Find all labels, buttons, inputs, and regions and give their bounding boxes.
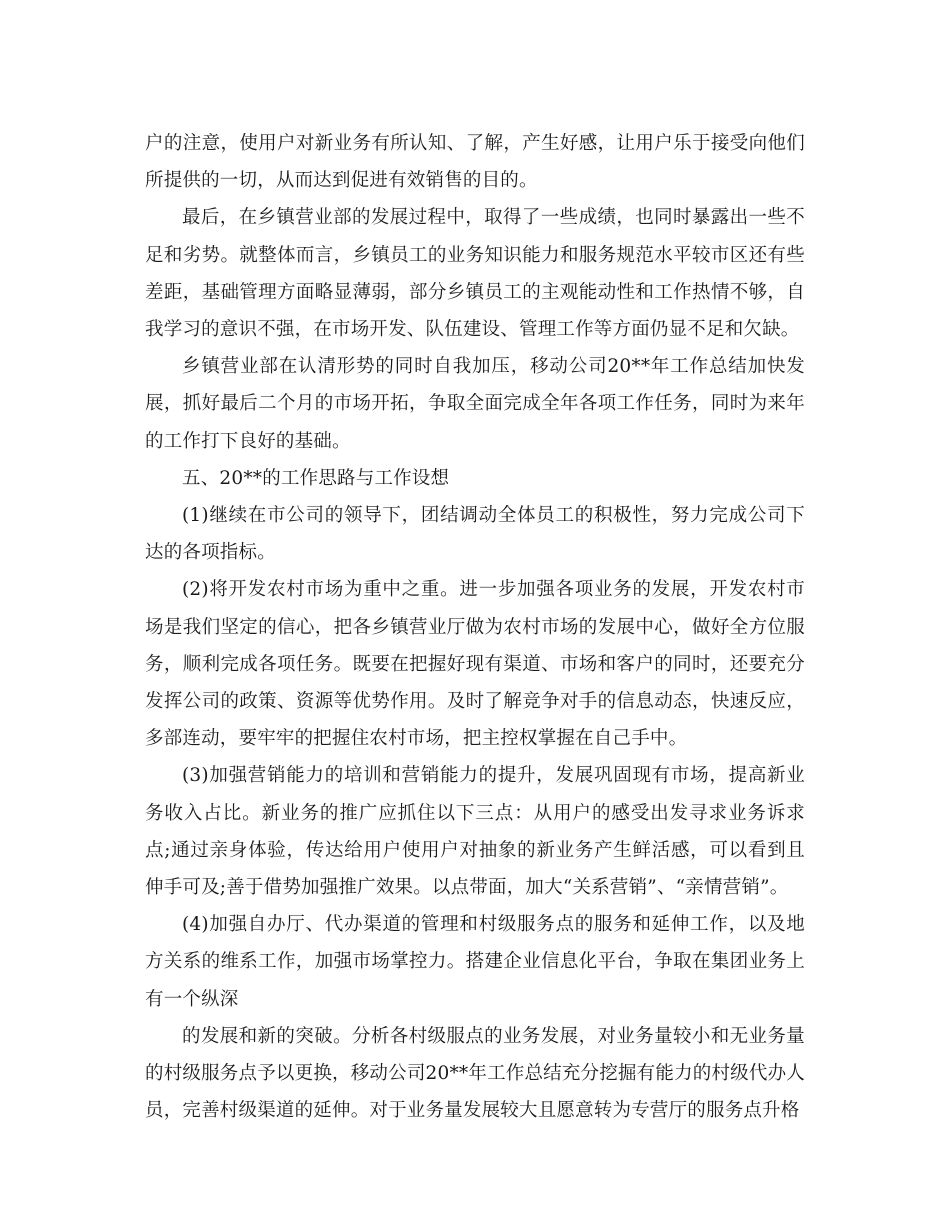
paragraph-1: 户的注意，使用户对新业务有所认知、了解，产生好感，让用户乐于接受向他们所提供的一切，从而达到促进有效销售的目的。 bbox=[145, 133, 805, 192]
section-heading: 五、20**的工作思路与工作设想 bbox=[182, 467, 450, 489]
document-body bbox=[145, 125, 805, 1129]
paragraph-item-2: (2)将开发农村市场为重中之重。进一步加强各项业务的发展，开发农村市场是我们坚定的信心，把各乡镇营业厅做为农村市场的发展中心，做好全方位服务，顺利完成各项任务。既要在把握好现有渠道、市场和客户的同时，还要充分发挥公司的政策、资源等优势作用。及时了解竞争对手的信息动态，快速反应，多部连动，要牢牢的把握住农村市场，把主控权掌握在自己手中。 bbox=[145, 579, 805, 750]
paragraph-item-3: (3)加强营销能力的培训和营销能力的提升，发展巩固现有市场，提高新业务收入占比。新业务的推广应抓住以下三点：从用户的感受出发寻求业务诉求点;通过亲身体验，传达给用户使用户对抽象的新业务产生鲜活感，可以看到且伸手可及;善于借势加强推广效果。以点带面，加大“关系营销”、“亲情营销”。 bbox=[145, 765, 805, 899]
paragraph-3: 乡镇营业部在认清形势的同时自我加压，移动公司20**年工作总结加快发展，抓好最后二个月的市场开拓，争取全面完成全年各项工作任务，同时为来年的工作打下良好的基础。 bbox=[145, 356, 805, 452]
paragraph-continuation: 的发展和新的突破。分析各村级服点的业务发展，对业务量较小和无业务量的村级服务点予以更换，移动公司20**年工作总结充分挖掘有能力的村级代办人员，完善村级渠道的延伸。对于业务量发展较大且愿意转为专营厅的服务点升格 bbox=[145, 1025, 805, 1122]
paragraph-2: 最后，在乡镇营业部的发展过程中，取得了一些成绩，也同时暴露出一些不足和劣势。就整体而言，乡镇员工的业务知识能力和服务规范水平较市区还有些差距，基础管理方面略显薄弱，部分乡镇员工的主观能动性和工作热情不够，自我学习的意识不强，在市场开发、队伍建设、管理工作等方面仍显不足和欠缺。 bbox=[145, 207, 805, 341]
paragraph-item-1: (1)继续在市公司的领导下，团结调动全体员工的积极性，努力完成公司下达的各项指标。 bbox=[145, 505, 805, 564]
paragraph-item-4: (4)加强自办厅、代办渠道的管理和村级服务点的服务和延伸工作，以及地方关系的维系工作，加强市场掌控力。搭建企业信息化平台，争取在集团业务上有一个纵深 bbox=[145, 914, 805, 1010]
